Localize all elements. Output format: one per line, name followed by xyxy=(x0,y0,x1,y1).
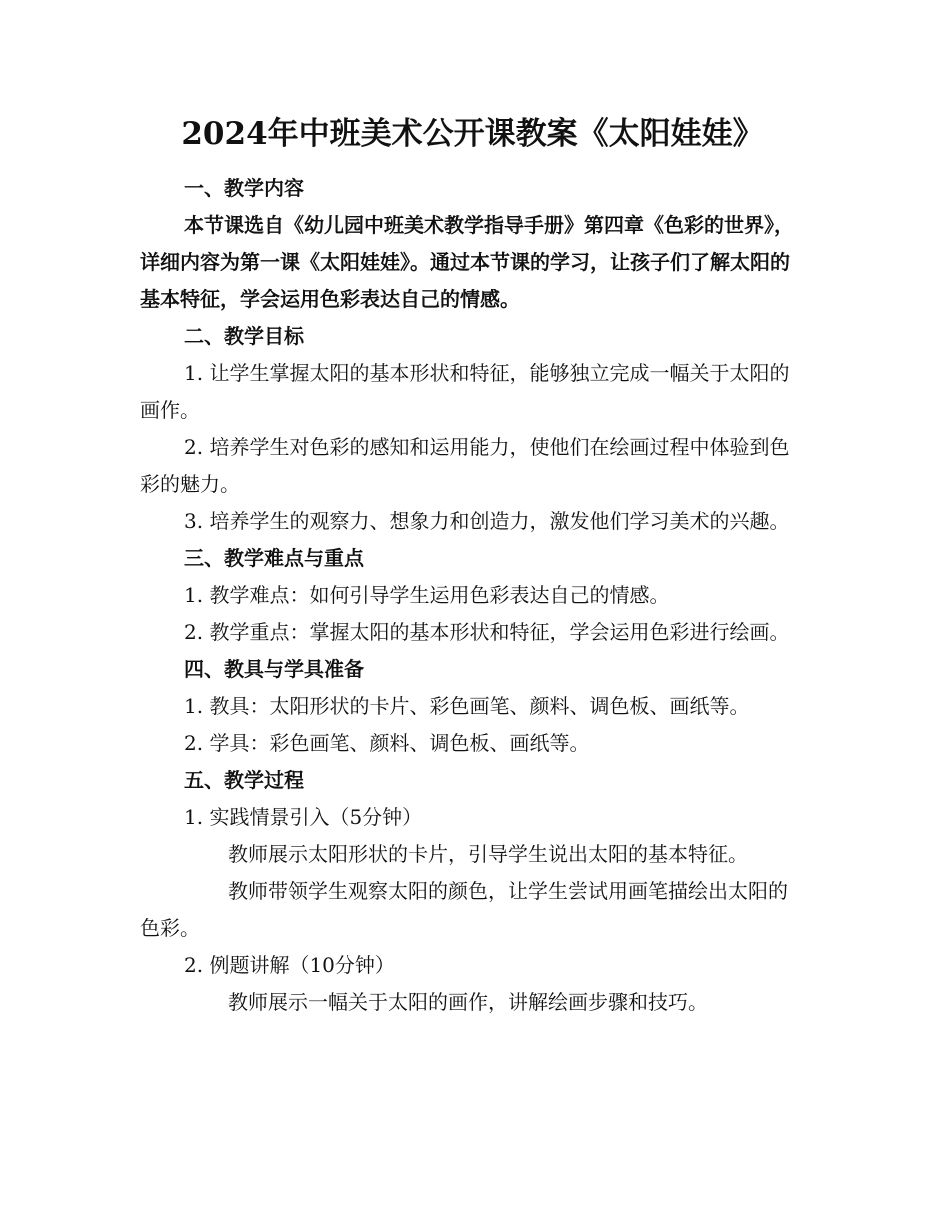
process-step-1-detail-1: 教师展示太阳形状的卡片，引导学生说出太阳的基本特征。 xyxy=(228,842,748,866)
process-step-1-detail-2: 教师带领学生观察太阳的颜色，让学生尝试用画笔描绘出太阳的色彩。 xyxy=(140,879,788,940)
process-step-1: 1. 实践情景引入（5分钟） xyxy=(184,805,423,829)
process-step-2: 2. 例题讲解（10分钟） xyxy=(184,953,395,977)
section-heading-materials: 四、教具与学具准备 xyxy=(184,657,364,681)
process-step-2-detail-1: 教师展示一幅关于太阳的画作，讲解绘画步骤和技巧。 xyxy=(228,990,708,1014)
objective-item-2: 2. 培养学生对色彩的感知和运用能力，使他们在绘画过程中体验到色彩的魅力。 xyxy=(140,435,790,496)
section-heading-content: 一、教学内容 xyxy=(184,176,304,200)
section-heading-key-points: 三、教学难点与重点 xyxy=(184,546,364,570)
teacher-materials-item: 1. 教具：太阳形状的卡片、彩色画笔、颜料、调色板、画纸等。 xyxy=(184,694,750,718)
document-page xyxy=(140,112,805,1021)
section-heading-process: 五、教学过程 xyxy=(184,768,304,792)
section-heading-objectives: 二、教学目标 xyxy=(184,324,304,348)
content-paragraph: 本节课选自《幼儿园中班美术教学指导手册》第四章《色彩的世界》，详细内容为第一课《太阳娃娃》。通过本节课的学习，让孩子们了解太阳的基本特征，学会运用色彩表达自己的情感。 xyxy=(140,213,794,311)
objective-item-3: 3. 培养学生的观察力、想象力和创造力，激发他们学习美术的兴趣。 xyxy=(184,509,790,533)
difficulty-item: 1. 教学难点：如何引导学生运用色彩表达自己的情感。 xyxy=(184,583,670,607)
objective-item-1: 1. 让学生掌握太阳的基本形状和特征，能够独立完成一幅关于太阳的画作。 xyxy=(140,361,790,422)
document-title: 2024年中班美术公开课教案《太阳娃娃》 xyxy=(181,116,764,152)
focus-item: 2. 教学重点：掌握太阳的基本形状和特征，学会运用色彩进行绘画。 xyxy=(184,620,790,644)
student-materials-item: 2. 学具：彩色画笔、颜料、调色板、画纸等。 xyxy=(184,731,590,755)
